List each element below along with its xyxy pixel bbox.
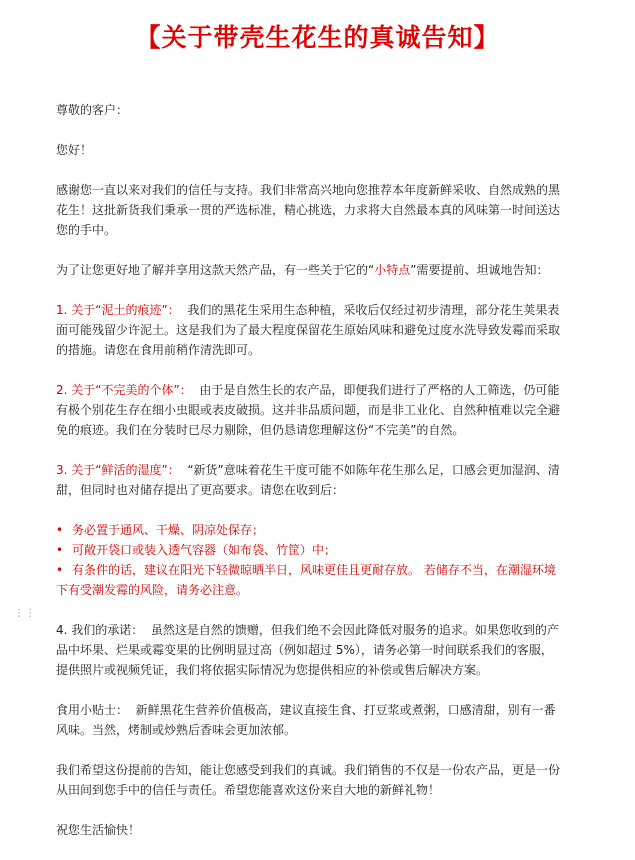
letter-body [56, 100, 564, 860]
tip-paragraph [56, 700, 564, 740]
storage-bullet [56, 520, 564, 540]
point-heading: 1. 关于“泥土的痕迹”： [56, 303, 180, 317]
point-imperfect [56, 380, 564, 440]
point-heading: 3. 关于“鲜活的湿度”： [56, 463, 180, 477]
intro-paragraph: 感谢您一直以来对我们的信任与支持。我们非常高兴地向您推荐本年度新鲜采收、自然成熟的黑花生！这批新货我们秉承一贯的严选标准，精心挑选，力求将大自然最本真的风味第一时间送达您的手中。 [56, 183, 561, 237]
storage-bullet-text: 可敞开袋口或装入透气容器（如布袋、竹筐）中； [72, 543, 337, 557]
point-text: “新货”意味着花生干度可能不如陈年花生那么足，口感会更加湿润、清甜，但同时也对储存提出了更高要求。请您在收到后： [56, 463, 560, 497]
storage-bullet-text: 务必置于通风、干燥、阴凉处保存； [72, 523, 265, 537]
point-text: 我们的黑花生采用生态种植，采收后仅经过初步清理，部分花生荚果表面可能残留少许泥土。这是我们为了最大程度保留花生原始风味和避免过度水洗导致发霉而采取的措施。请您在食用前稍作清洗即可。 [56, 303, 561, 357]
greeting: 尊敬的客户： [56, 103, 129, 117]
signoff: 祝您生活愉快！ [56, 823, 141, 837]
storage-bullet [56, 540, 564, 560]
point-dirt [56, 300, 564, 360]
storage-note [56, 560, 564, 600]
lead-paragraph [56, 260, 564, 280]
bullet-icon: • [56, 523, 64, 537]
closing-paragraph: 我们希望这份提前的告知，能让您感受到我们的真诚。我们销售的不仅是一份农产品，更是一份从田间到您手中的信任与责任。希望您能喜欢这份来自大地的新鲜礼物！ [56, 763, 561, 797]
tip-text: 新鲜黑花生营养价值极高，建议直接生食、打豆浆或煮粥，口感清甜，别有一番风味。当然，烤制或炒熟后香味会更加浓郁。 [56, 703, 556, 737]
promise-text: 虽然这是自然的馈赠，但我们绝不会因此降低对服务的追求。如果您收到的产品中坏果、烂果或霉变果的比例明显过高（例如超过 5%），请务必第一时间联系我们的客服，提供照片或视频凭证，我们将依据实际情况为您提供相应的补偿或售后解决方案。 [56, 623, 559, 677]
tip-heading: 食用小贴士： [56, 703, 129, 717]
lead-text-after: ”需要提前、坦诚地告知： [410, 263, 549, 277]
lead-highlight: 小特点 [374, 263, 411, 277]
bullet-icon: • [56, 563, 64, 577]
hello-line: 您好！ [56, 143, 93, 157]
point-text: 由于是自然生长的农产品，即便我们进行了严格的人工筛选，仍可能有极个别花生存在细小虫眼或表皮破损。这并非品质问题，而是非工业化、自然种植难以完全避免的痕迹。我们在分装时已尽力剔除，但仍恳请您理解这份“不完美”的自然。 [56, 383, 561, 437]
drag-handle-icon[interactable]: ⋮⋮ [14, 608, 36, 619]
lead-text-before: 为了让您更好地了解并享用这款天然产品，有一些关于它的“ [56, 263, 375, 277]
page-title: 【关于带壳生花生的真诚告知】 [135, 23, 500, 52]
promise-paragraph [56, 620, 564, 680]
storage-note-text: 有条件的话，建议在阳光下轻微晾晒半日，风味更佳且更耐存放。 若储存不当，在潮湿环境下有受潮发霉的风险，请务必注意。 [56, 563, 556, 597]
bullet-icon: • [56, 543, 64, 557]
promise-heading: 4. 我们的承诺： [56, 623, 144, 637]
point-moisture [56, 460, 564, 500]
point-heading: 2. 关于“不完美的个体”： [56, 383, 192, 397]
